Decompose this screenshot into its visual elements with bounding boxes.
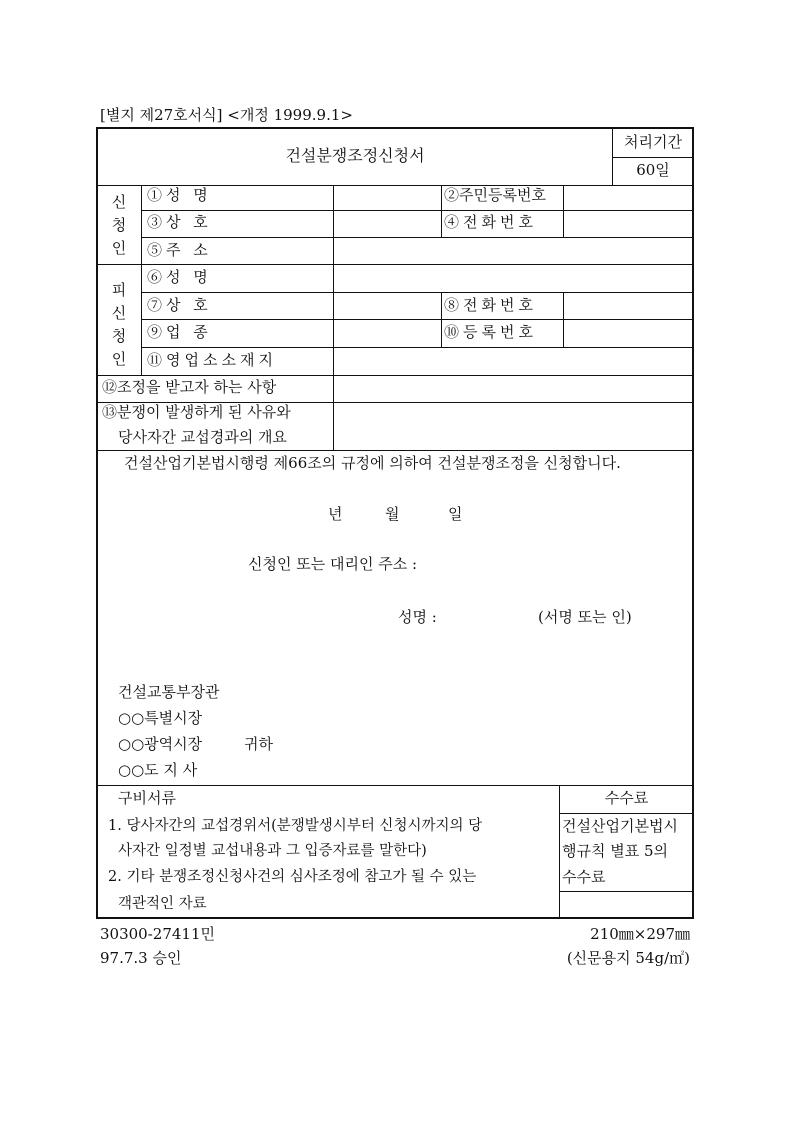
- fee-header: 수수료: [604, 789, 649, 807]
- applicant-resident-number-label: ②주민등록번호: [444, 186, 546, 204]
- respondent-name-label: ⑥성 명: [147, 268, 212, 286]
- respondent-company-label: ⑦상 호: [147, 296, 212, 314]
- dispute-reason-label-line2: 당사자간 교섭경과의 개요: [118, 428, 287, 446]
- processing-period-label: 처리기간: [624, 133, 682, 151]
- applicant-company-label: ③상 호: [147, 213, 212, 231]
- date-month-label: 월: [385, 505, 400, 523]
- processing-period-value: 60일: [636, 161, 670, 179]
- respondent-business-location-label: ⑪영업소소재지: [147, 351, 277, 369]
- application-statement: 건설산업기본법시행령 제66조의 규정에 의하여 건설분쟁조정을 신청합니다.: [124, 454, 621, 472]
- footer-paper-type: (신문용지 54g/㎡): [566, 949, 690, 967]
- applicant-phone-label: ④전화번호: [444, 213, 537, 231]
- fee-line-1: 건설산업기본법시: [562, 817, 678, 835]
- recipient-1: 건설교통부장관: [118, 683, 220, 701]
- applicant-group-label: 신 청 인: [111, 193, 127, 257]
- recipient-2: ○○특별시장: [118, 709, 203, 727]
- dispute-reason-label: ⑬분쟁이 발생하게 된 사유와: [102, 403, 291, 421]
- recipient-4: ○○도 지 사: [118, 761, 198, 779]
- date-year-label: 년: [328, 505, 343, 523]
- signature-hint: (서명 또는 인): [538, 608, 632, 626]
- form-title: 건설분쟁조정신청서: [285, 146, 425, 165]
- signature-label: 성명 :: [398, 608, 437, 626]
- applicant-address-prompt: 신청인 또는 대리인 주소 :: [248, 555, 418, 573]
- respondent-registration-number-label: ⑩등록번호: [444, 323, 537, 341]
- footer-paper-size: 210㎜×297㎜: [590, 925, 690, 943]
- documents-item-1: 1. 당사자간의 교섭경위서(분쟁발생시부터 신청시까지의 당: [108, 818, 483, 834]
- documents-item-1-cont: 사자간 일정별 교섭내용과 그 입증자료를 말한다): [118, 843, 427, 859]
- footer-code: 30300-27411민: [100, 925, 215, 943]
- recipient-3: ○○광역시장: [118, 735, 203, 753]
- applicant-name-label: ①성 명: [147, 186, 212, 204]
- form-number: [별지 제27호서식] <개정 1999.9.1>: [100, 106, 353, 124]
- documents-header: 구비서류: [118, 789, 176, 807]
- footer-approval: 97.7.3 승인: [100, 949, 182, 967]
- recipient-suffix: 귀하: [244, 735, 273, 753]
- fee-line-3: 수수료: [562, 868, 606, 886]
- applicant-address-label: ⑤주 소: [147, 241, 212, 259]
- date-day-label: 일: [448, 505, 463, 523]
- fee-line-2: 행규칙 별표 5의: [562, 842, 669, 860]
- application-form: [96, 127, 694, 919]
- mediation-subject-label: ⑫조정을 받고자 하는 사항: [102, 378, 277, 396]
- respondent-business-type-label: ⑨업 종: [147, 323, 212, 341]
- documents-item-2-cont: 객관적인 자료: [118, 896, 207, 912]
- respondent-group-label: 피 신 청 인: [111, 281, 127, 368]
- documents-item-2: 2. 기타 분쟁조정신청사건의 심사조정에 참고가 될 수 있는: [108, 869, 477, 885]
- respondent-phone-label: ⑧전화번호: [444, 296, 537, 314]
